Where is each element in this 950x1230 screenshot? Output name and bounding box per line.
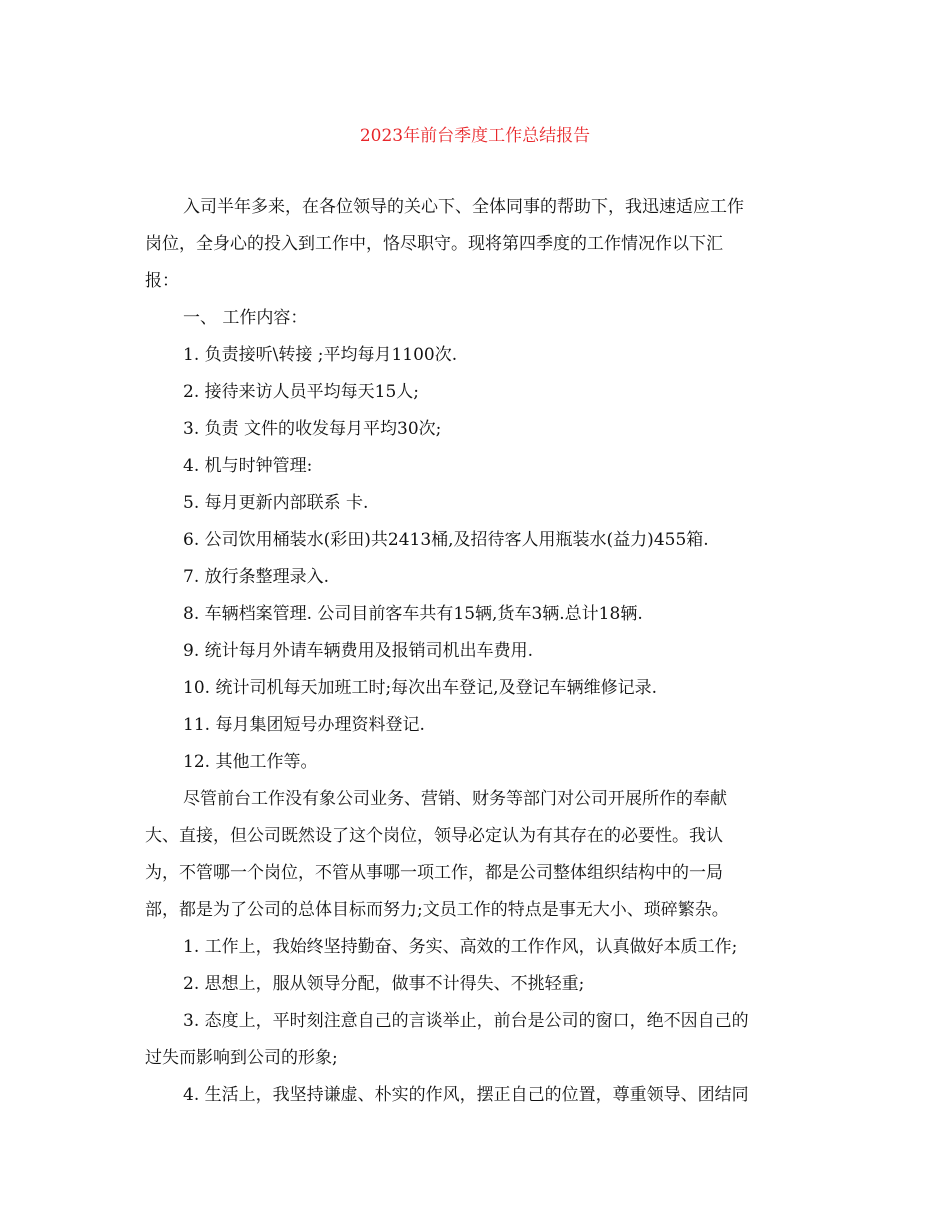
list-item: 2. 接待来访人员平均每天15人; <box>183 382 419 402</box>
list-item: 6. 公司饮用桶装水(彩田)共2413桶,及招待客人用瓶装水(益力)455箱. <box>183 530 709 550</box>
body-line: 尽管前台工作没有象公司业务、营销、财务等部门对公司开展所作的奉献 <box>183 789 727 809</box>
body-line: 为，不管哪一个岗位，不管从事哪一项工作，都是公司整体组织结构中的一局 <box>145 863 723 883</box>
list-item: 8. 车辆档案管理. 公司目前客车共有15辆,货车3辆.总计18辆. <box>183 604 643 624</box>
list-item: 4. 机与时钟管理: <box>183 456 313 476</box>
section-heading: 一、 工作内容： <box>183 308 308 328</box>
list-item: 1. 工作上，我始终坚持勤奋、务实、高效的工作作风，认真做好本质工作; <box>183 937 738 957</box>
list-item: 7. 放行条整理录入. <box>183 567 330 587</box>
list-item: 2. 思想上，服从领导分配，做事不计得失、不挑轻重; <box>183 974 585 994</box>
list-item: 11. 每月集团短号办理资料登记. <box>183 715 425 735</box>
intro-line: 入司半年多来，在各位领导的关心下、全体同事的帮助下，我迅速适应工作 <box>183 197 744 217</box>
list-item: 12. 其他工作等。 <box>183 752 318 772</box>
intro-line: 报： <box>145 271 179 291</box>
body-line: 大、直接，但公司既然设了这个岗位，领导必定认为有其存在的必要性。我认 <box>145 826 723 846</box>
list-item: 9. 统计每月外请车辆费用及报销司机出车费用. <box>183 641 534 661</box>
intro-line: 岗位，全身心的投入到工作中，恪尽职守。现将第四季度的工作情况作以下汇 <box>145 234 723 254</box>
list-item: 1. 负责接听\转接 ;平均每月1100次. <box>183 345 458 365</box>
list-item-continuation: 过失而影响到公司的形象; <box>145 1048 338 1068</box>
list-item: 3. 负责 文件的收发每月平均30次; <box>183 419 442 439</box>
list-item: 4. 生活上，我坚持谦虚、朴实的作风，摆正自己的位置，尊重领导、团结同 <box>183 1085 749 1105</box>
list-item: 10. 统计司机每天加班工时;每次出车登记,及登记车辆维修记录. <box>183 678 657 698</box>
list-item: 3. 态度上，平时刻注意自己的言谈举止，前台是公司的窗口，绝不因自己的 <box>183 1011 749 1031</box>
list-item: 5. 每月更新内部联系 卡. <box>183 493 369 513</box>
body-line: 部，都是为了公司的总体目标而努力;文员工作的特点是事无大小、琐碎繁杂。 <box>145 900 729 920</box>
document-title: 2023年前台季度工作总结报告 <box>359 126 591 146</box>
